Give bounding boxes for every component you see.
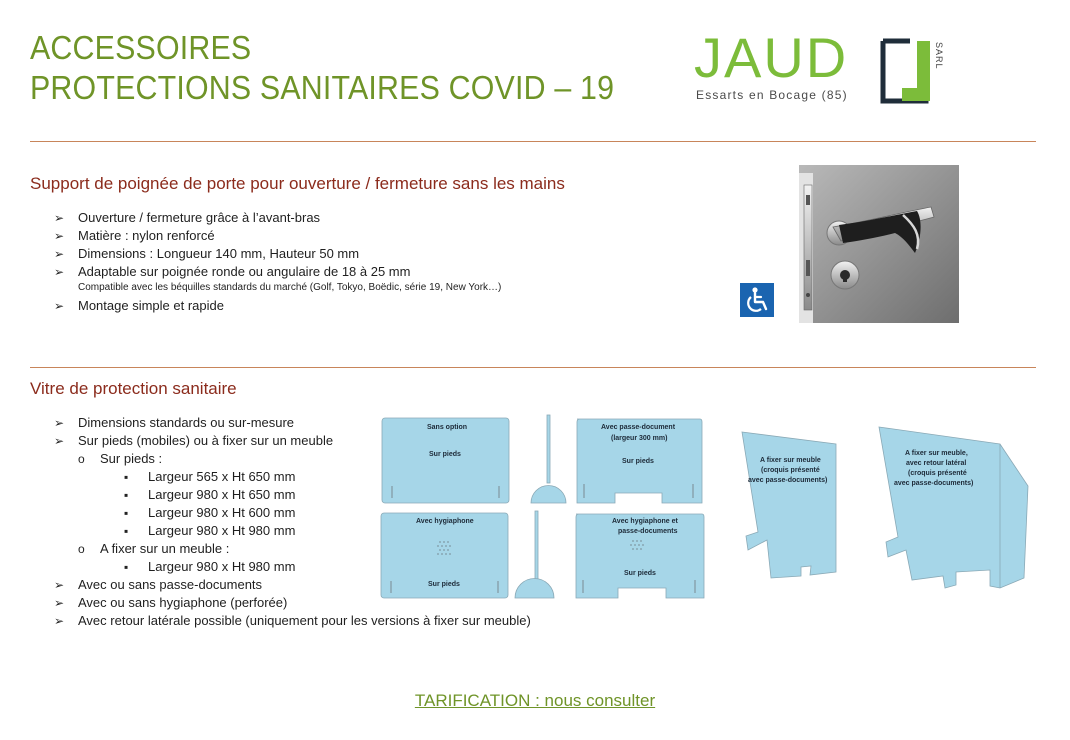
diagram-label: Avec passe-document bbox=[601, 424, 676, 431]
wheelchair-icon bbox=[740, 283, 774, 317]
size-item: ▪ Largeur 980 x Ht 980 mm bbox=[52, 522, 531, 540]
list-item: ➢ Montage simple et rapide bbox=[52, 297, 501, 315]
glass-foot bbox=[531, 486, 566, 504]
list-item: ➢ Avec retour latérale possible (uniquement pour les versions à fixer sur meuble) bbox=[52, 612, 531, 630]
company-logo bbox=[694, 26, 954, 106]
diagram-label: passe-documents bbox=[618, 528, 678, 535]
logo-sarl: SARL bbox=[934, 42, 944, 70]
diagram-label: (croquis présenté bbox=[908, 470, 967, 477]
glass-side-view bbox=[535, 511, 538, 581]
diagram-label: avec retour latéral bbox=[906, 460, 967, 467]
glass-panel-hygiaphone-passe-documents bbox=[576, 514, 704, 598]
logo-wordmark: JAUD bbox=[694, 26, 849, 89]
glass-foot bbox=[515, 579, 554, 599]
diagram-label: A fixer sur meuble, bbox=[905, 450, 968, 457]
section-title-door-handle: Support de poignée de porte pour ouverture / fermeture sans les mains bbox=[30, 174, 565, 193]
sub-list-item: o A fixer sur un meuble : bbox=[52, 540, 531, 558]
diagram-label: Sur pieds bbox=[429, 451, 461, 458]
door-handle-photo bbox=[799, 165, 959, 323]
list-item: ➢ Avec ou sans hygiaphone (perforée) bbox=[52, 594, 531, 612]
divider-1 bbox=[30, 141, 1036, 142]
sub-list-item: o Sur pieds : bbox=[52, 450, 531, 468]
logo-subtitle: Essarts en Bocage (85) bbox=[696, 88, 848, 102]
list-item: ➢ Avec ou sans passe-documents bbox=[52, 576, 531, 594]
diagram-label: Sur pieds bbox=[624, 570, 656, 577]
pricing-link: TARIFICATION : nous consulter bbox=[414, 691, 656, 710]
pricing-note bbox=[0, 691, 1070, 711]
size-item: ▪ Largeur 980 x Ht 650 mm bbox=[52, 486, 531, 504]
section-title-protection-glass: Vitre de protection sanitaire bbox=[30, 379, 237, 398]
diagram-label: Sur pieds bbox=[622, 458, 654, 465]
list-item: ➢ Adaptable sur poignée ronde ou angulaire de 18 à 25 mm bbox=[52, 263, 501, 281]
door-handle-features bbox=[52, 209, 501, 315]
size-item: ▪ Largeur 565 x Ht 650 mm bbox=[52, 468, 531, 486]
list-item: ➢ Sur pieds (mobiles) ou à fixer sur un meuble bbox=[52, 432, 531, 450]
size-item: ▪ Largeur 980 x Ht 600 mm bbox=[52, 504, 531, 522]
divider-2 bbox=[30, 367, 1036, 368]
title-line-2: PROTECTIONS SANITAIRES COVID – 19 bbox=[30, 69, 615, 106]
diagram-label: Avec hygiaphone et bbox=[612, 518, 678, 525]
diagram-label: (croquis présenté bbox=[761, 467, 820, 474]
diagram-label: avec passe-documents) bbox=[894, 480, 974, 487]
list-item: ➢ Ouverture / fermeture grâce à l’avant-bras bbox=[52, 209, 501, 227]
protection-glass-diagrams bbox=[378, 410, 1038, 602]
diagram-label: Sur pieds bbox=[428, 581, 460, 588]
glass-side-view bbox=[547, 415, 550, 483]
list-item: ➢ Dimensions : Longueur 140 mm, Hauteur 50 mm bbox=[52, 245, 501, 263]
page-title bbox=[30, 28, 665, 108]
diagram-label: A fixer sur meuble bbox=[760, 457, 821, 464]
size-item: ▪ Largeur 980 x Ht 980 mm bbox=[52, 558, 531, 576]
diagram-label: Sans option bbox=[427, 424, 468, 431]
glass-panel-fixer-meuble bbox=[742, 432, 836, 578]
list-item: ➢ Dimensions standards ou sur-mesure bbox=[52, 414, 531, 432]
diagram-label: Avec hygiaphone bbox=[416, 518, 474, 525]
compatibility-note: Compatible avec les béquilles standards du marché (Golf, Tokyo, Boëdic, série 19, New York…) bbox=[78, 282, 502, 293]
list-item: ➢ Matière : nylon renforcé bbox=[52, 227, 501, 245]
title-line-1: ACCESSOIRES bbox=[30, 29, 252, 66]
diagram-label: (largeur 300 mm) bbox=[611, 435, 668, 442]
diagram-label: avec passe-documents) bbox=[748, 477, 828, 484]
logo-mark-icon bbox=[880, 38, 934, 104]
